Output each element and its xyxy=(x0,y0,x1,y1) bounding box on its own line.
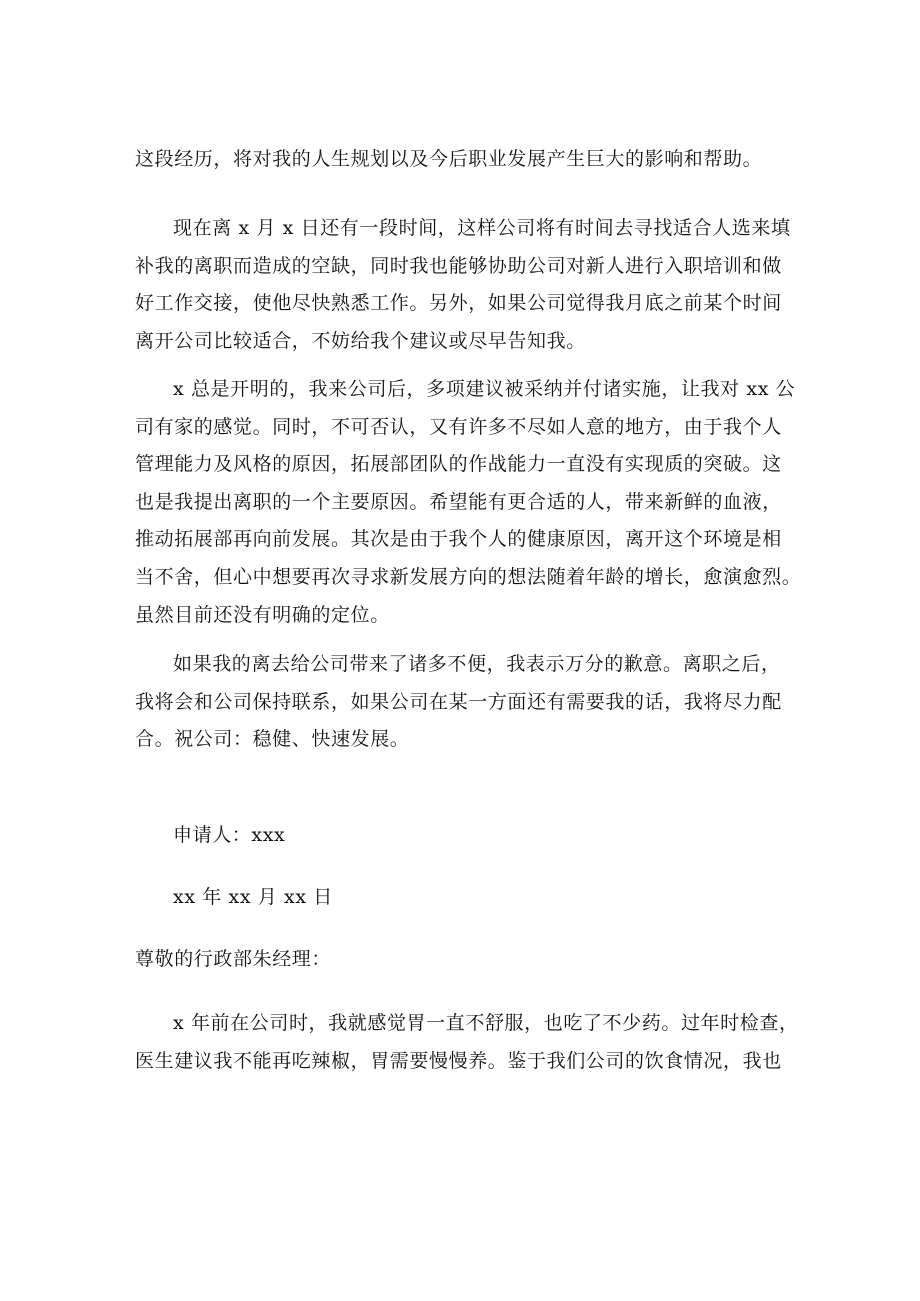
text-line: 如果我的离去给公司带来了诸多不便，我表示万分的歉意。离职之后， xyxy=(173,653,781,675)
text-line: x 年前在公司时，我就感觉胃一直不舒服，也吃了不少药。过年时检查， xyxy=(173,1012,799,1034)
text-line: 医生建议我不能再吃辣椒，胃需要慢慢养。鉴于我们公司的饮食情况，我也 xyxy=(135,1049,782,1072)
text-line: 申请人：xxx xyxy=(173,824,286,846)
text-line: 好工作交接，使他尽快熟悉工作。另外，如果公司觉得我月底之前某个时间 xyxy=(135,292,782,315)
text-line: 当不舍，但心中想要再次寻求新发展方向的想法随着年龄的增长，愈演愈烈。 xyxy=(135,565,802,588)
paragraph-remaining-time xyxy=(135,210,795,360)
salutation xyxy=(135,941,795,979)
text-line: 这段经历，将对我的人生规划以及今后职业发展产生巨大的影响和帮助。 xyxy=(135,148,763,170)
text-line: 尊敬的行政部朱经理： xyxy=(135,948,332,970)
date-line xyxy=(135,879,795,917)
paragraph-experience-impact xyxy=(135,141,795,179)
text-line: 补我的离职而造成的空缺，同时我也能够协助公司对新人进行入职培训和做 xyxy=(135,254,782,277)
text-line: 我将会和公司保持联系，如果公司在某一方面还有需要我的话，我将尽力配 xyxy=(135,690,782,713)
text-line: 合。祝公司：稳健、快速发展。 xyxy=(135,728,410,751)
applicant-signature xyxy=(135,817,795,855)
text-line: x 总是开明的，我来公司后，多项建议被采纳并付诸实施，让我对 xx 公 xyxy=(173,378,796,400)
paragraph-health-reason xyxy=(135,1005,799,1080)
paragraph-reasons-for-leaving xyxy=(135,371,802,634)
text-line: 推动拓展部再向前发展。其次是由于我个人的健康原因，离开这个环境是相 xyxy=(135,528,782,551)
text-line: 离开公司比较适合，不妨给我个建议或尽早告知我。 xyxy=(135,329,586,352)
paragraph-apology-closing xyxy=(135,646,795,759)
text-line: 也是我提出离职的一个主要原因。希望能有更合适的人，带来新鲜的血液， xyxy=(135,490,782,513)
text-line: xx 年 xx 月 xx 日 xyxy=(173,886,333,908)
text-line: 司有家的感觉。同时，不可否认，又有许多不尽如人意的地方，由于我个人 xyxy=(135,415,782,438)
text-line: 现在离 x 月 x 日还有一段时间，这样公司将有时间去寻找适合人选来填 xyxy=(173,217,791,239)
text-line: 虽然目前还没有明确的定位。 xyxy=(135,603,390,626)
text-line: 管理能力及风格的原因，拓展部团队的作战能力一直没有实现质的突破。这 xyxy=(135,453,782,476)
